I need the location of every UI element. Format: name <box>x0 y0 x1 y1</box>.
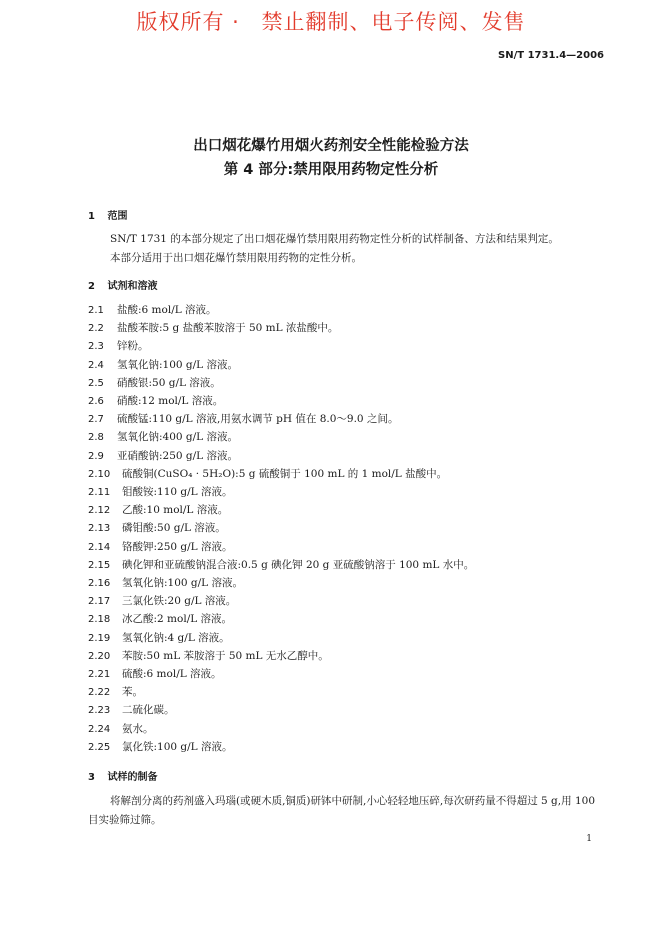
section-title: 范围 <box>107 211 128 222</box>
item-text: 铬酸钾:250 g/L 溶液。 <box>122 541 233 553</box>
item-number: 2.1 <box>88 305 104 316</box>
list-item <box>88 503 228 518</box>
list-item <box>88 667 222 682</box>
item-text: 亚硝酸钠:250 g/L 溶液。 <box>117 450 238 462</box>
item-text: 碘化钾和亚硫酸钠混合液:0.5 g 碘化钾 20 g 亚硫酸钠溶于 100 mL 水中。 <box>122 559 475 571</box>
list-item <box>88 649 329 664</box>
list-item <box>88 594 236 609</box>
list-item <box>88 612 232 627</box>
list-item <box>88 412 398 427</box>
list-item <box>88 631 230 646</box>
item-number: 2.18 <box>88 614 111 625</box>
item-text: 二硫化碳。 <box>122 704 175 716</box>
sample-prep-paragraph: 将解剖分离的药剂盛入玛瑙(或硬木质,铜质)研钵中研制,小心轻轻地压碎,每次研药量不得超过 5 g,用 100 目实验筛过筛。 <box>88 795 595 826</box>
item-number: 2.25 <box>88 742 111 753</box>
item-text: 氢氧化钠:400 g/L 溶液。 <box>117 431 238 443</box>
list-item <box>88 303 217 318</box>
item-number: 2.17 <box>88 596 111 607</box>
item-number: 2.21 <box>88 669 111 680</box>
item-number: 2.13 <box>88 523 111 534</box>
item-number: 2.14 <box>88 542 111 553</box>
list-item <box>88 321 338 336</box>
item-number: 2.4 <box>88 360 104 371</box>
item-number: 2.9 <box>88 451 104 462</box>
list-item <box>88 430 238 445</box>
item-text: 氢氧化钠:4 g/L 溶液。 <box>122 632 230 644</box>
item-text: 乙酸:10 mol/L 溶液。 <box>122 504 229 516</box>
item-text: 氨水。 <box>122 723 154 735</box>
section-heading-reagents <box>88 277 157 292</box>
watermark <box>0 6 662 36</box>
item-number: 2.22 <box>88 687 111 698</box>
item-text: 苯。 <box>122 686 143 698</box>
item-number: 2.8 <box>88 432 104 443</box>
item-number: 2.3 <box>88 341 104 352</box>
list-item <box>88 521 226 536</box>
list-item <box>88 339 149 354</box>
item-text: 盐酸:6 mol/L 溶液。 <box>117 304 217 316</box>
item-text: 硫酸铜(CuSO₄ · 5H₂O):5 g 硫酸铜于 100 mL 的 1 mol/L 盐酸中。 <box>122 468 448 480</box>
item-number: 2.6 <box>88 396 104 407</box>
item-number: 2.12 <box>88 505 111 516</box>
list-item <box>88 358 238 373</box>
list-item <box>88 576 243 591</box>
section-title: 试样的制备 <box>107 772 158 783</box>
item-number: 2.23 <box>88 705 111 716</box>
document-title: 出口烟花爆竹用烟火药剂安全性能检验方法 <box>193 138 469 154</box>
document-subtitle: 第 4 部分:禁用限用药物定性分析 <box>223 162 439 178</box>
item-text: 氢氧化钠:100 g/L 溶液。 <box>122 577 243 589</box>
item-text: 磷钼酸:50 g/L 溶液。 <box>122 522 226 534</box>
list-item <box>88 722 154 737</box>
watermark-copyright: 版权所有 · <box>136 10 240 34</box>
list-item <box>88 685 143 700</box>
list-item <box>88 540 233 555</box>
item-text: 锌粉。 <box>117 340 149 352</box>
item-text: 三氯化铁:20 g/L 溶液。 <box>122 595 237 607</box>
list-item <box>88 485 233 500</box>
item-number: 2.5 <box>88 378 104 389</box>
item-text: 氯化铁:100 g/L 溶液。 <box>122 741 233 753</box>
item-number: 2.11 <box>88 487 111 498</box>
section-number: 3 <box>88 772 95 783</box>
watermark-prohibition: 禁止翻制、电子传阅、发售 <box>261 10 526 34</box>
scope-paragraph-2: 本部分适用于出口烟花爆竹禁用限用药物的定性分析。 <box>110 252 362 264</box>
item-number: 2.24 <box>88 724 111 735</box>
item-text: 盐酸苯胺:5 g 盐酸苯胺溶于 50 mL 浓盐酸中。 <box>117 322 339 334</box>
section-heading-sample-prep <box>88 768 157 783</box>
page-number: 1 <box>586 834 592 844</box>
item-number: 2.10 <box>88 469 111 480</box>
item-text: 苯胺:50 mL 苯胺溶于 50 mL 无水乙醇中。 <box>122 650 329 662</box>
section-heading-scope <box>88 207 127 222</box>
item-number: 2.16 <box>88 578 111 589</box>
item-number: 2.2 <box>88 323 104 334</box>
list-item <box>88 703 175 718</box>
list-item <box>88 394 223 409</box>
item-text: 硫酸锰:110 g/L 溶液,用氨水调节 pH 值在 8.0～9.0 之间。 <box>117 413 399 425</box>
item-text: 氢氧化钠:100 g/L 溶液。 <box>117 359 238 371</box>
section-number: 2 <box>88 281 95 292</box>
list-item <box>88 449 238 464</box>
list-item <box>88 467 447 482</box>
list-item <box>88 558 474 573</box>
item-number: 2.15 <box>88 560 111 571</box>
item-text: 硝酸:12 mol/L 溶液。 <box>117 395 224 407</box>
section-title: 试剂和溶液 <box>107 281 158 292</box>
standard-code: SN/T 1731.4—2006 <box>498 50 604 61</box>
item-number: 2.19 <box>88 633 111 644</box>
section-number: 1 <box>88 211 95 222</box>
item-number: 2.7 <box>88 414 104 425</box>
list-item <box>88 740 233 755</box>
list-item <box>88 376 221 391</box>
item-number: 2.20 <box>88 651 111 662</box>
item-text: 冰乙酸:2 mol/L 溶液。 <box>122 613 233 625</box>
item-text: 钼酸铵:110 g/L 溶液。 <box>122 486 233 498</box>
item-text: 硝酸银:50 g/L 溶液。 <box>117 377 221 389</box>
item-text: 硫酸:6 mol/L 溶液。 <box>122 668 222 680</box>
scope-paragraph-1: SN/T 1731 的本部分规定了出口烟花爆竹禁用限用药物定性分析的试样制备、方法和结果判定。 <box>110 233 559 245</box>
